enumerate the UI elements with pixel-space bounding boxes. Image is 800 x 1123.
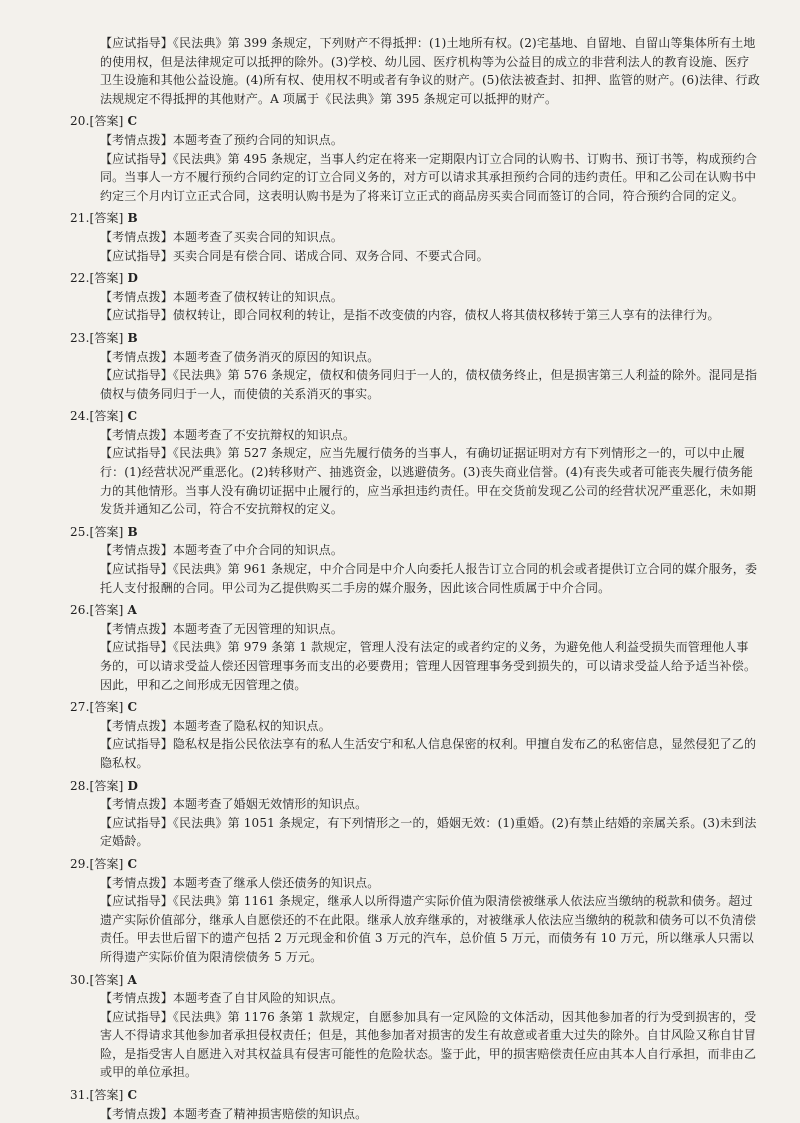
answer-line bbox=[70, 523, 738, 542]
answer-label: [答案] bbox=[89, 409, 124, 424]
answer-item bbox=[70, 601, 760, 694]
exam-guide: 【应试指导】买卖合同是有偿合同、诺成合同、双务合同、不要式合同。 bbox=[100, 248, 489, 263]
answer-line bbox=[70, 269, 738, 288]
answer-list bbox=[70, 112, 760, 1123]
answer-line bbox=[70, 209, 738, 228]
answer-item bbox=[70, 209, 760, 265]
exam-point: 【考情点拨】本题考查了无因管理的知识点。 bbox=[100, 621, 344, 636]
exam-guide: 【应试指导】隐私权是指公民依法享有的私人生活安宁和私人信息保密的权利。甲擅自发布乙的私密信息，显然侵犯了乙的隐私权。 bbox=[100, 737, 757, 770]
exam-guide: 【应试指导】《民法典》第 495 条规定，当事人约定在将来一定期限内订立合同的认购书、订购书、预订书等，构成预约合同。当事人一方不履行预约合同约定的订立合同义务的，对方可以请求其承担预约合同的违约责任。甲和乙公司在认购书中约定三个月内订立正式合同，这表明认购书是为了将来订立正式的商品房买卖合同而签订的合同，符合预约合同的定义。 bbox=[100, 151, 758, 203]
exam-point: 【考情点拨】本题考查了买卖合同的知识点。 bbox=[100, 229, 344, 244]
answer-item bbox=[70, 407, 760, 519]
answer-line bbox=[70, 698, 738, 717]
answer-line bbox=[70, 329, 738, 348]
answer-value: C bbox=[127, 856, 138, 871]
answer-line bbox=[70, 855, 738, 874]
exam-guide: 【应试指导】《民法典》第 979 条第 1 款规定，管理人没有法定的或者约定的义务，为避免他人利益受损失而管理他人事务的，可以请求受益人偿还因管理事务而支出的必要费用；管理人因管理事务受到损失的，可以请求受益人给予适当补偿。因此，甲和乙之间形成无因管理之债。 bbox=[100, 640, 757, 692]
exam-point: 【考情点拨】本题考查了中介合同的知识点。 bbox=[100, 543, 344, 558]
exam-point: 【考情点拨】本题考查了不安抗辩权的知识点。 bbox=[100, 427, 356, 442]
answer-label: [答案] bbox=[89, 778, 124, 793]
question-number: 24. bbox=[70, 409, 90, 424]
answer-label: [答案] bbox=[89, 856, 124, 871]
question-number: 31. bbox=[70, 1088, 90, 1103]
exam-guide: 【应试指导】《民法典》第 527 条规定，应当先履行债务的当事人，有确切证据证明对方有下列情形之一的，可以中止履行：(1)经营状况严重恶化。(2)转移财产、抽逃资金，以逃避债务。(3)丧失商业信誉。(4)有丧失或者可能丧失履行债务能力的其他情形。当事人没有确切证据中止履行的，应当承担违约责任。甲在交货前发现乙公司的经营状况严重恶化，未如期发货并通知乙公司，符合不安抗辩权的定义。 bbox=[100, 446, 757, 517]
answer-line bbox=[70, 777, 738, 796]
exam-point: 【考情点拨】本题考查了债权转让的知识点。 bbox=[100, 289, 344, 304]
answer-item bbox=[70, 698, 760, 772]
intro-paragraph: 【应试指导】《民法典》第 399 条规定，下列财产不得抵押：(1)土地所有权。(2)宅基地、自留地、自留山等集体所有土地的使用权，但是法律规定可以抵押的除外。(3)学校、幼儿园、医疗机构等为公益目的成立的非营利法人的教育设施、医疗卫生设施和其他公益设施。(4)所有权、使用权不明或者有争议的财产。(5)依法被查封、扣押、监管的财产。(6)法律、行政法规规定不得抵押的其他财产。A 项属于《民法典》第 395 条规定可以抵押的财产。 bbox=[100, 36, 760, 106]
question-number: 29. bbox=[70, 856, 90, 871]
exam-guide: 【应试指导】《民法典》第 1161 条规定，继承人以所得遗产实际价值为限清偿被继承人依法应当缴纳的税款和债务。超过遗产实际价值部分，继承人自愿偿还的不在此限。继承人放弃继承的，对被继承人依法应当缴纳的税款和债务可以不负清偿责任。甲去世后留下的遗产包括 2 万元现金和价值 3 万元的汽车，总价值 5 万元，而债务有 10 万元，所以继承人只需以所得遗产实际价值为限清偿债务 5 万元。 bbox=[100, 894, 757, 964]
exam-guide: 【应试指导】《民法典》第 576 条规定，债权和债务同归于一人的，债权债务终止，但是损害第三人利益的除外。混同是指债权与债务同归于一人，而使债的关系消灭的事实。 bbox=[100, 368, 758, 401]
question-number: 20. bbox=[70, 114, 90, 129]
answer-item bbox=[70, 1086, 760, 1123]
question-number: 30. bbox=[70, 972, 90, 987]
question-number: 25. bbox=[70, 524, 90, 539]
answer-label: [答案] bbox=[89, 1088, 124, 1103]
answer-value: D bbox=[127, 778, 139, 793]
answer-value: B bbox=[127, 524, 138, 539]
exam-point: 【考情点拨】本题考查了隐私权的知识点。 bbox=[100, 718, 331, 733]
question-number: 26. bbox=[70, 603, 90, 618]
answer-label: [答案] bbox=[89, 524, 124, 539]
exam-point: 【考情点拨】本题考查了自甘风险的知识点。 bbox=[100, 991, 344, 1006]
answer-item bbox=[70, 971, 760, 1083]
answer-line bbox=[70, 971, 738, 990]
question-number: 21. bbox=[70, 211, 90, 226]
answer-label: [答案] bbox=[89, 972, 124, 987]
answer-label: [答案] bbox=[89, 603, 124, 618]
answer-item bbox=[70, 777, 760, 851]
answer-value: B bbox=[127, 211, 138, 226]
question-number: 23. bbox=[70, 330, 90, 345]
answer-item bbox=[70, 523, 760, 597]
answer-line bbox=[70, 601, 738, 620]
answer-value: A bbox=[127, 972, 137, 987]
exam-point: 【考情点拨】本题考查了婚姻无效情形的知识点。 bbox=[100, 797, 368, 812]
answer-label: [答案] bbox=[89, 211, 124, 226]
answer-value: D bbox=[127, 271, 139, 286]
exam-guide: 【应试指导】《民法典》第 1051 条规定，有下列情形之一的，婚姻无效：(1)重婚。(2)有禁止结婚的亲属关系。(3)未到法定婚龄。 bbox=[100, 815, 757, 849]
exam-point: 【考情点拨】本题考查了继承人偿还债务的知识点。 bbox=[100, 875, 380, 890]
answer-value: B bbox=[127, 330, 138, 345]
exam-point: 【考情点拨】本题考查了预约合同的知识点。 bbox=[100, 132, 344, 147]
answer-item bbox=[70, 269, 760, 325]
exam-guide: 【应试指导】《民法典》第 961 条规定，中介合同是中介人向委托人报告订立合同的机会或者提供订立合同的媒介服务，委托人支付报酬的合同。甲公司为乙提供购买二手房的媒介服务，因此该合同性质属于中介合同。 bbox=[100, 562, 758, 595]
answer-label: [答案] bbox=[89, 114, 124, 129]
answer-value: A bbox=[127, 603, 137, 618]
answer-value: C bbox=[127, 700, 138, 715]
answer-line bbox=[70, 407, 738, 426]
answer-label: [答案] bbox=[89, 271, 124, 286]
question-number: 28. bbox=[70, 778, 90, 793]
answer-item bbox=[70, 329, 760, 403]
answer-value: C bbox=[127, 114, 138, 129]
answer-value: C bbox=[127, 1088, 138, 1103]
exam-point: 【考情点拨】本题考查了债务消灭的原因的知识点。 bbox=[100, 349, 380, 364]
answer-label: [答案] bbox=[89, 700, 124, 715]
question-number: 22. bbox=[70, 271, 90, 286]
exam-guide: 【应试指导】《民法典》第 1176 条第 1 款规定，自愿参加具有一定风险的文体活动，因其他参加者的行为受到损害的，受害人不得请求其他参加者承担侵权责任；但是，其他参加者对损害的发生有故意或者重大过失的除外。自甘风险又称自甘冒险，是指受害人自愿进入对其权益具有侵害可能性的危险状态。鉴于此，甲的损害赔偿责任应由其本人自行承担，而非由乙或甲的单位承担。 bbox=[100, 1009, 757, 1080]
answer-line bbox=[70, 112, 738, 131]
answer-line bbox=[70, 1086, 738, 1105]
exam-point: 【考情点拨】本题考查了精神损害赔偿的知识点。 bbox=[100, 1106, 368, 1121]
question-number: 27. bbox=[70, 700, 90, 715]
answer-item bbox=[70, 855, 760, 967]
answer-label: [答案] bbox=[89, 330, 124, 345]
exam-guide: 【应试指导】债权转让，即合同权利的转让，是指不改变债的内容，债权人将其债权移转于第三人享有的法律行为。 bbox=[100, 308, 720, 323]
answer-value: C bbox=[127, 409, 138, 424]
answer-item bbox=[70, 112, 760, 205]
